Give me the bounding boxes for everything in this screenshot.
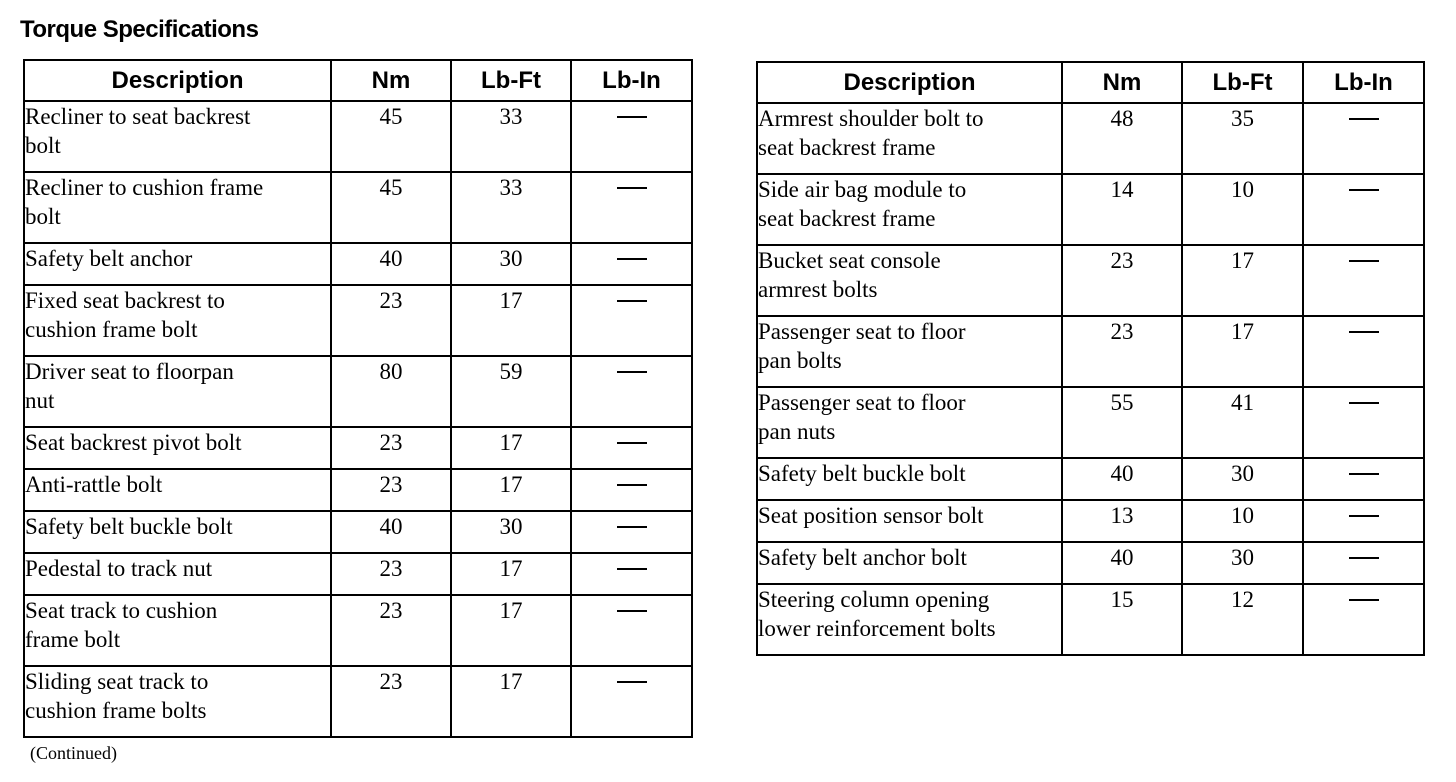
- description-line: armrest bolts: [758, 277, 878, 302]
- table-row: [757, 542, 1424, 584]
- column-header-lbft: Lb-Ft: [451, 60, 571, 101]
- lbin-value-cell: [571, 243, 692, 285]
- torque-table-left: [23, 59, 693, 738]
- dash-mark: [1349, 331, 1379, 333]
- description-cell: [24, 243, 331, 285]
- description-cell: [24, 427, 331, 469]
- lbin-value-cell: [1303, 458, 1424, 500]
- nm-value-cell: 23: [331, 553, 451, 595]
- column-header-nm: Nm: [331, 60, 451, 101]
- lbin-value-cell: [571, 469, 692, 511]
- column-header-lbin: Lb-In: [571, 60, 692, 101]
- dash-mark: [1349, 260, 1379, 262]
- description-cell: [24, 285, 331, 356]
- lbft-value-cell: 17: [451, 427, 571, 469]
- description-cell: [24, 469, 331, 511]
- lbin-value-cell: [1303, 387, 1424, 458]
- table-row: [757, 245, 1424, 316]
- description-line: Driver seat to floorpan: [25, 359, 234, 384]
- lbin-value-cell: [1303, 245, 1424, 316]
- description-cell: [24, 666, 331, 737]
- table-row: [757, 387, 1424, 458]
- nm-value-cell: 40: [331, 243, 451, 285]
- lbft-value-cell: 59: [451, 356, 571, 427]
- nm-value-cell: 13: [1062, 500, 1182, 542]
- nm-value-cell: 45: [331, 101, 451, 172]
- nm-value-cell: 80: [331, 356, 451, 427]
- lbft-value-cell: 10: [1182, 500, 1303, 542]
- lbin-value-cell: [571, 595, 692, 666]
- lbin-value-cell: [571, 666, 692, 737]
- table-row: [24, 553, 692, 595]
- lbft-value-cell: 10: [1182, 174, 1303, 245]
- description-cell: [24, 356, 331, 427]
- dash-mark: [1349, 557, 1379, 559]
- column-header-description: Description: [757, 62, 1062, 103]
- lbin-value-cell: [571, 285, 692, 356]
- description-line: Seat position sensor bolt: [758, 503, 984, 528]
- lbft-value-cell: 17: [1182, 316, 1303, 387]
- lbin-value-cell: [1303, 584, 1424, 655]
- nm-value-cell: 23: [331, 595, 451, 666]
- dash-mark: [1349, 402, 1379, 404]
- nm-value-cell: 23: [331, 666, 451, 737]
- header-row: [757, 62, 1424, 103]
- description-line: Safety belt buckle bolt: [758, 461, 966, 486]
- table-row: [24, 427, 692, 469]
- dash-mark: [617, 300, 647, 302]
- lbin-value-cell: [571, 101, 692, 172]
- dash-mark: [617, 116, 647, 118]
- table-row: [24, 285, 692, 356]
- description-line: Steering column opening: [758, 587, 990, 612]
- description-line: Seat backrest pivot bolt: [25, 430, 242, 455]
- description-line: Safety belt anchor: [25, 246, 193, 271]
- description-line: Bucket seat console: [758, 248, 941, 273]
- lbin-value-cell: [1303, 500, 1424, 542]
- dash-mark: [617, 442, 647, 444]
- nm-value-cell: 14: [1062, 174, 1182, 245]
- nm-value-cell: 23: [331, 469, 451, 511]
- description-cell: [757, 174, 1062, 245]
- description-cell: [757, 500, 1062, 542]
- description-line: bolt: [25, 204, 61, 229]
- dash-mark: [617, 610, 647, 612]
- description-cell: [757, 387, 1062, 458]
- lbft-value-cell: 17: [451, 553, 571, 595]
- lbin-value-cell: [571, 553, 692, 595]
- page-title: Torque Specifications: [20, 16, 259, 43]
- description-line: cushion frame bolt: [25, 317, 198, 342]
- lbft-value-cell: 41: [1182, 387, 1303, 458]
- table-row: [757, 174, 1424, 245]
- nm-value-cell: 40: [1062, 458, 1182, 500]
- description-line: pan nuts: [758, 419, 836, 444]
- description-line: Fixed seat backrest to: [25, 288, 225, 313]
- dash-mark: [617, 681, 647, 683]
- lbft-value-cell: 17: [451, 285, 571, 356]
- nm-value-cell: 40: [331, 511, 451, 553]
- description-cell: [24, 101, 331, 172]
- dash-mark: [617, 568, 647, 570]
- description-cell: [757, 316, 1062, 387]
- dash-mark: [617, 187, 647, 189]
- lbft-value-cell: 30: [1182, 458, 1303, 500]
- lbft-value-cell: 30: [451, 243, 571, 285]
- description-line: frame bolt: [25, 627, 121, 652]
- description-line: cushion frame bolts: [25, 698, 207, 723]
- dash-mark: [1349, 473, 1379, 475]
- table-row: [757, 458, 1424, 500]
- table-row: [24, 595, 692, 666]
- torque-table-right: [756, 61, 1425, 656]
- table-row: [24, 172, 692, 243]
- lbin-value-cell: [1303, 542, 1424, 584]
- lbft-value-cell: 30: [451, 511, 571, 553]
- nm-value-cell: 40: [1062, 542, 1182, 584]
- lbft-value-cell: 30: [1182, 542, 1303, 584]
- table-row: [24, 666, 692, 737]
- lbft-value-cell: 33: [451, 172, 571, 243]
- dash-mark: [1349, 599, 1379, 601]
- dash-mark: [617, 258, 647, 260]
- description-line: Safety belt buckle bolt: [25, 514, 233, 539]
- nm-value-cell: 48: [1062, 103, 1182, 174]
- nm-value-cell: 55: [1062, 387, 1182, 458]
- table-row: [24, 511, 692, 553]
- description-line: Safety belt anchor bolt: [758, 545, 967, 570]
- dash-mark: [617, 371, 647, 373]
- table-row: [24, 356, 692, 427]
- table-row: [24, 469, 692, 511]
- table-row: [757, 103, 1424, 174]
- description-line: seat backrest frame: [758, 206, 936, 231]
- description-line: bolt: [25, 133, 61, 158]
- description-cell: [757, 245, 1062, 316]
- table-row: [24, 101, 692, 172]
- lbft-value-cell: 17: [1182, 245, 1303, 316]
- description-cell: [757, 103, 1062, 174]
- description-line: pan bolts: [758, 348, 842, 373]
- description-cell: [24, 172, 331, 243]
- column-header-description: Description: [24, 60, 331, 101]
- nm-value-cell: 23: [331, 427, 451, 469]
- lbft-value-cell: 17: [451, 469, 571, 511]
- dash-mark: [1349, 189, 1379, 191]
- description-line: Seat track to cushion: [25, 598, 218, 623]
- table-row: [757, 584, 1424, 655]
- description-line: Sliding seat track to: [25, 669, 209, 694]
- column-header-nm: Nm: [1062, 62, 1182, 103]
- description-line: Recliner to cushion frame: [25, 175, 264, 200]
- description-line: lower reinforcement bolts: [758, 616, 996, 641]
- lbin-value-cell: [1303, 174, 1424, 245]
- lbft-value-cell: 35: [1182, 103, 1303, 174]
- nm-value-cell: 23: [1062, 245, 1182, 316]
- description-line: Recliner to seat backrest: [25, 104, 251, 129]
- dash-mark: [1349, 515, 1379, 517]
- table-row: [757, 316, 1424, 387]
- lbin-value-cell: [571, 427, 692, 469]
- description-line: Anti-rattle bolt: [25, 472, 163, 497]
- description-cell: [757, 458, 1062, 500]
- nm-value-cell: 23: [331, 285, 451, 356]
- header-row: [24, 60, 692, 101]
- description-cell: [757, 584, 1062, 655]
- lbft-value-cell: 17: [451, 595, 571, 666]
- continued-note: (Continued): [30, 743, 117, 763]
- description-line: Pedestal to track nut: [25, 556, 213, 581]
- table-row: [24, 243, 692, 285]
- dash-mark: [617, 484, 647, 486]
- lbft-value-cell: 33: [451, 101, 571, 172]
- nm-value-cell: 15: [1062, 584, 1182, 655]
- lbft-value-cell: 17: [451, 666, 571, 737]
- nm-value-cell: 45: [331, 172, 451, 243]
- description-line: Armrest shoulder bolt to: [758, 106, 984, 131]
- lbin-value-cell: [571, 511, 692, 553]
- description-line: nut: [25, 388, 55, 413]
- description-line: Passenger seat to floor: [758, 390, 966, 415]
- description-cell: [24, 553, 331, 595]
- lbin-value-cell: [571, 356, 692, 427]
- column-header-lbin: Lb-In: [1303, 62, 1424, 103]
- column-header-lbft: Lb-Ft: [1182, 62, 1303, 103]
- lbin-value-cell: [571, 172, 692, 243]
- description-cell: [757, 542, 1062, 584]
- dash-mark: [1349, 118, 1379, 120]
- description-cell: [24, 511, 331, 553]
- dash-mark: [617, 526, 647, 528]
- description-line: Side air bag module to: [758, 177, 967, 202]
- description-line: seat backrest frame: [758, 135, 936, 160]
- table-row: [757, 500, 1424, 542]
- lbin-value-cell: [1303, 103, 1424, 174]
- lbin-value-cell: [1303, 316, 1424, 387]
- lbft-value-cell: 12: [1182, 584, 1303, 655]
- nm-value-cell: 23: [1062, 316, 1182, 387]
- description-cell: [24, 595, 331, 666]
- description-line: Passenger seat to floor: [758, 319, 966, 344]
